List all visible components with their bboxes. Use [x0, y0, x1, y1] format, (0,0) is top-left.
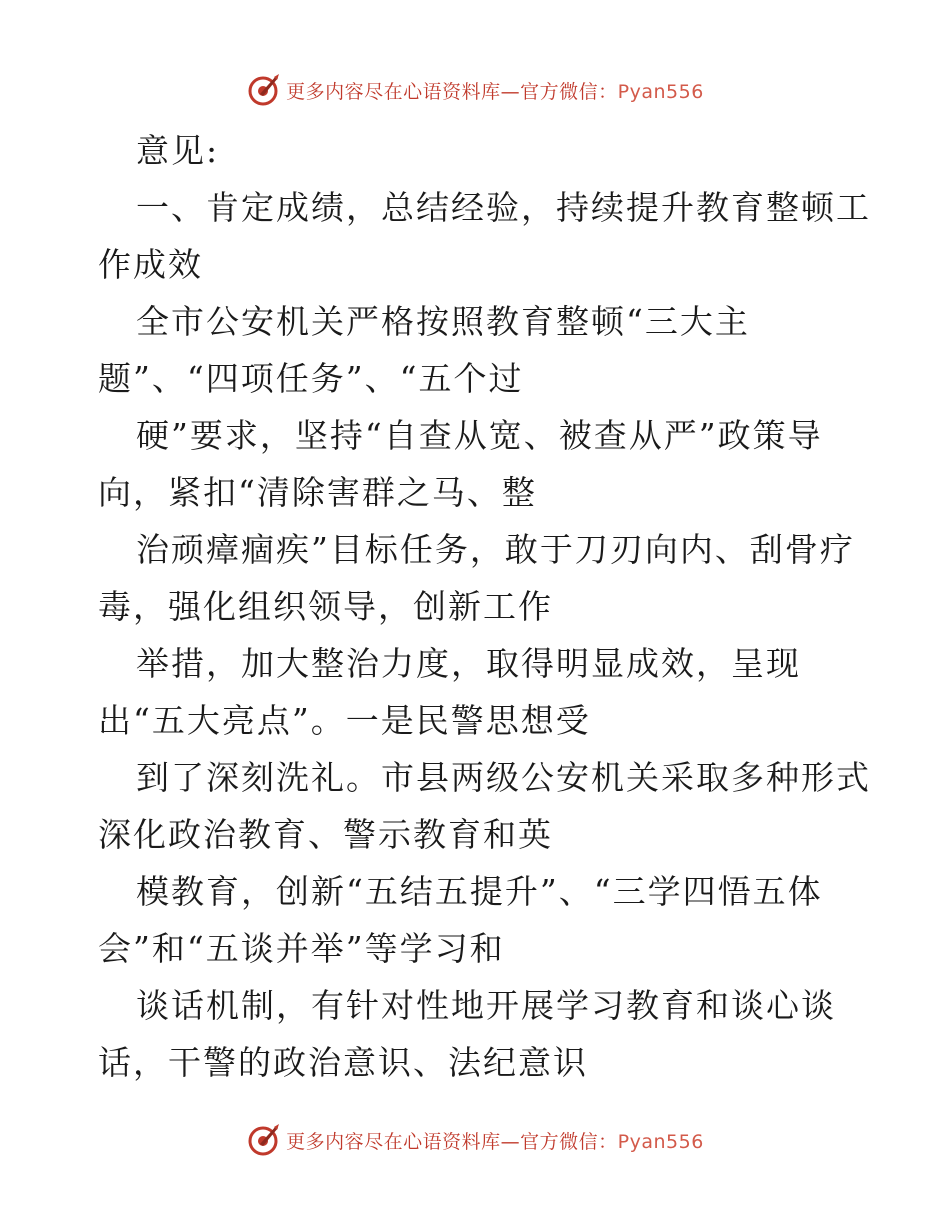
text-line: 一、肯定成绩，总结经验，持续提升教育整顿工 — [136, 188, 871, 227]
footer-watermark — [0, 1120, 950, 1160]
text-line: 到了深刻洗礼。市县两级公安机关采取多种形式 — [136, 758, 871, 797]
text-line: 意见: — [136, 131, 220, 170]
document-body — [98, 122, 871, 1091]
text-line: 深化政治教育、警示教育和英 — [98, 815, 553, 854]
watermark-text: 更多内容尽在心语资料库—官方微信：Pyan556 — [286, 1130, 704, 1153]
watermark-text: 更多内容尽在心语资料库—官方微信：Pyan556 — [286, 80, 704, 103]
quill-logo-icon — [246, 73, 280, 107]
header-watermark — [0, 70, 950, 110]
text-line: 全市公安机关严格按照教育整顿“三大主 — [136, 302, 750, 341]
text-line: 毒，强化组织领导，创新工作 — [98, 587, 553, 626]
text-line: 举措，加大整治力度，取得明显成效，呈现 — [136, 644, 801, 683]
text-line: 作成效 — [98, 245, 203, 284]
text-line: 向，紧扣“清除害群之马、整 — [98, 473, 537, 512]
text-line: 谈话机制，有针对性地开展学习教育和谈心谈 — [136, 986, 836, 1025]
text-line: 模教育，创新“五结五提升”、“三学四悟五体 — [136, 872, 823, 911]
text-line: 题”、“四项任务”、“五个过 — [98, 359, 524, 398]
text-line: 出“五大亮点”。一是民警思想受 — [98, 701, 591, 740]
wechat-id: Pyan556 — [617, 1130, 704, 1153]
text-line: 会”和“五谈并举”等学习和 — [98, 929, 505, 968]
text-line: 硬”要求，坚持“自查从宽、被查从严”政策导 — [136, 416, 823, 455]
wechat-id: Pyan556 — [617, 80, 704, 103]
text-line: 话，干警的政治意识、法纪意识 — [98, 1043, 588, 1082]
text-line: 治顽瘴痼疾”目标任务，敢于刀刃向内、刮骨疗 — [136, 530, 855, 569]
quill-logo-icon — [246, 1123, 280, 1157]
